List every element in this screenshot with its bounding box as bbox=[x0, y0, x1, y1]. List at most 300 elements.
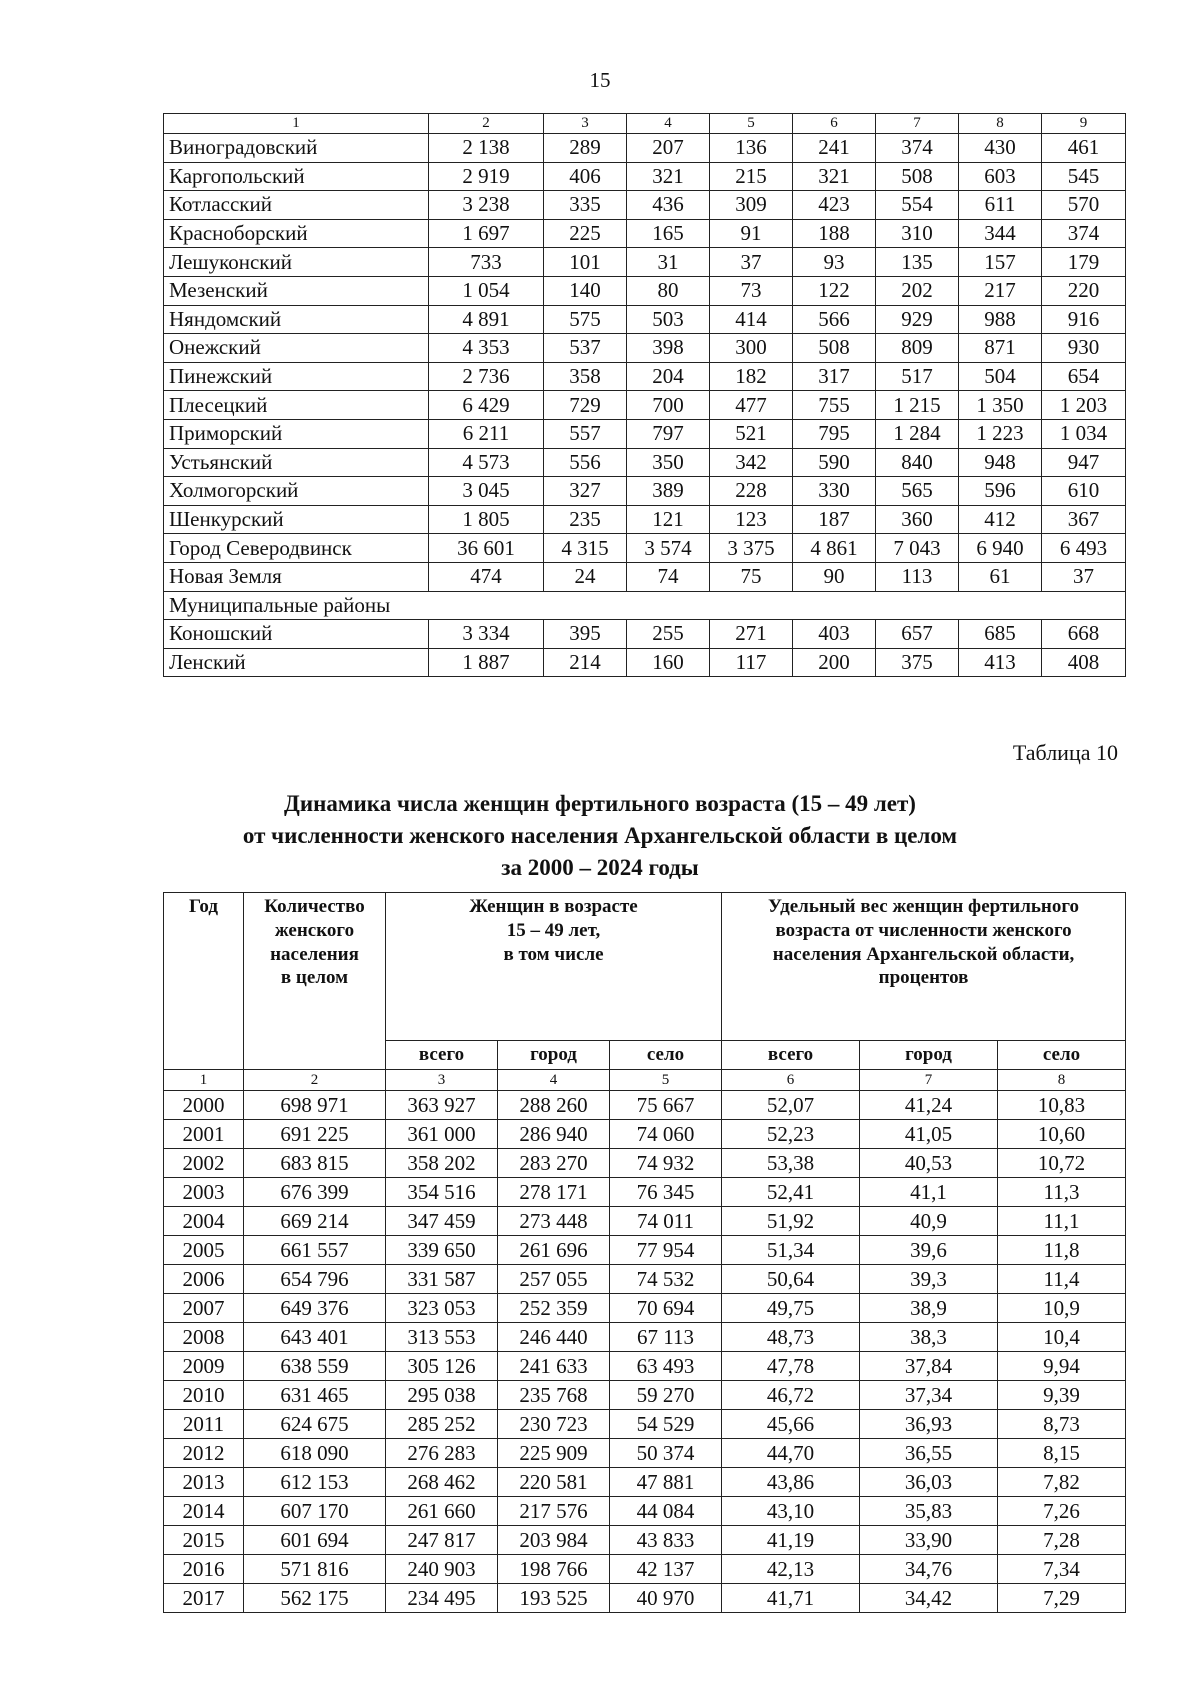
table-cell: 11,8 bbox=[998, 1236, 1126, 1265]
table-cell: 367 bbox=[1042, 505, 1126, 534]
table-cell: 273 448 bbox=[498, 1207, 610, 1236]
district-name: Виноградовский bbox=[164, 134, 429, 163]
table-cell: 430 bbox=[959, 134, 1042, 163]
table-cell: 1 203 bbox=[1042, 391, 1126, 420]
table-row bbox=[164, 477, 1126, 506]
table-cell: 43 833 bbox=[610, 1526, 722, 1555]
column-number: 8 bbox=[998, 1070, 1126, 1091]
table-cell: 612 153 bbox=[244, 1468, 386, 1497]
table-cell: 363 927 bbox=[386, 1091, 498, 1120]
table-row bbox=[164, 562, 1126, 591]
table-cell: 235 bbox=[544, 505, 627, 534]
table-cell: 10,4 bbox=[998, 1323, 1126, 1352]
table-cell: 35,83 bbox=[860, 1497, 998, 1526]
district-name: Ленский bbox=[164, 648, 429, 677]
table-cell: 40,9 bbox=[860, 1207, 998, 1236]
table-cell: 7,28 bbox=[998, 1526, 1126, 1555]
table-cell: 37 bbox=[710, 248, 793, 277]
table-cell: 215 bbox=[710, 162, 793, 191]
table-cell: 74 bbox=[627, 562, 710, 591]
table-cell: 358 202 bbox=[386, 1149, 498, 1178]
table-cell: 562 175 bbox=[244, 1584, 386, 1613]
year-cell: 2008 bbox=[164, 1323, 244, 1352]
table-cell: 283 270 bbox=[498, 1149, 610, 1178]
table-cell: 11,4 bbox=[998, 1265, 1126, 1294]
table-cell: 840 bbox=[876, 448, 959, 477]
table-cell: 1 887 bbox=[429, 648, 544, 677]
table-cell: 2 919 bbox=[429, 162, 544, 191]
table-cell: 570 bbox=[1042, 191, 1126, 220]
table-cell: 39,3 bbox=[860, 1265, 998, 1294]
table-cell: 809 bbox=[876, 334, 959, 363]
table-cell: 545 bbox=[1042, 162, 1126, 191]
table-cell: 361 000 bbox=[386, 1120, 498, 1149]
table-cell: 285 252 bbox=[386, 1410, 498, 1439]
table-cell: 203 984 bbox=[498, 1526, 610, 1555]
district-name: Устьянский bbox=[164, 448, 429, 477]
year-cell: 2002 bbox=[164, 1149, 244, 1178]
table-cell: 90 bbox=[793, 562, 876, 591]
table-cell: 317 bbox=[793, 362, 876, 391]
subheader-share-city: город bbox=[860, 1041, 998, 1070]
table-cell: 34,42 bbox=[860, 1584, 998, 1613]
header-women-15-49: Женщин в возрасте 15 – 49 лет, в том числе bbox=[386, 893, 722, 1041]
table-row bbox=[164, 1178, 1126, 1207]
table-cell: 389 bbox=[627, 477, 710, 506]
table-cell: 406 bbox=[544, 162, 627, 191]
table-cell: 3 238 bbox=[429, 191, 544, 220]
table-row bbox=[164, 620, 1126, 649]
table-cell: 590 bbox=[793, 448, 876, 477]
table-cell: 34,76 bbox=[860, 1555, 998, 1584]
table-cell: 179 bbox=[1042, 248, 1126, 277]
table-row bbox=[164, 1584, 1126, 1613]
subheader-share-rural: село bbox=[998, 1041, 1126, 1070]
table-row bbox=[164, 648, 1126, 677]
table-cell: 6 940 bbox=[959, 534, 1042, 563]
table-cell: 566 bbox=[793, 305, 876, 334]
table-cell: 4 315 bbox=[544, 534, 627, 563]
table-cell: 268 462 bbox=[386, 1468, 498, 1497]
fertile-women-table bbox=[163, 892, 1126, 1613]
column-number: 3 bbox=[386, 1070, 498, 1091]
district-name: Няндомский bbox=[164, 305, 429, 334]
table-cell: 575 bbox=[544, 305, 627, 334]
table-cell: 797 bbox=[627, 419, 710, 448]
table-cell: 607 170 bbox=[244, 1497, 386, 1526]
table-row bbox=[164, 1381, 1126, 1410]
table-cell: 50 374 bbox=[610, 1439, 722, 1468]
table-cell: 136 bbox=[710, 134, 793, 163]
table-row bbox=[164, 1207, 1126, 1236]
table-cell: 38,9 bbox=[860, 1294, 998, 1323]
table-cell: 300 bbox=[710, 334, 793, 363]
column-number: 4 bbox=[627, 114, 710, 134]
table-cell: 225 909 bbox=[498, 1439, 610, 1468]
table-cell: 214 bbox=[544, 648, 627, 677]
table-cell: 354 516 bbox=[386, 1178, 498, 1207]
district-name: Коношский bbox=[164, 620, 429, 649]
table-cell: 11,1 bbox=[998, 1207, 1126, 1236]
table-cell: 9,94 bbox=[998, 1352, 1126, 1381]
header-total-female: Количество женского населения в целом bbox=[244, 893, 386, 1070]
table-cell: 948 bbox=[959, 448, 1042, 477]
table-cell: 217 576 bbox=[498, 1497, 610, 1526]
table-cell: 54 529 bbox=[610, 1410, 722, 1439]
table-cell: 74 932 bbox=[610, 1149, 722, 1178]
table-cell: 321 bbox=[627, 162, 710, 191]
table-cell: 52,23 bbox=[722, 1120, 860, 1149]
table-cell: 930 bbox=[1042, 334, 1126, 363]
fertile-women-table-header bbox=[164, 893, 1126, 1070]
table-cell: 691 225 bbox=[244, 1120, 386, 1149]
table-cell: 414 bbox=[710, 305, 793, 334]
table-row bbox=[164, 1323, 1126, 1352]
table-cell: 729 bbox=[544, 391, 627, 420]
table-row bbox=[164, 162, 1126, 191]
district-name: Город Северодвинск bbox=[164, 534, 429, 563]
table-cell: 733 bbox=[429, 248, 544, 277]
table-cell: 557 bbox=[544, 419, 627, 448]
table-row bbox=[164, 219, 1126, 248]
table-cell: 117 bbox=[710, 648, 793, 677]
table-cell: 618 090 bbox=[244, 1439, 386, 1468]
table-cell: 198 766 bbox=[498, 1555, 610, 1584]
table-cell: 7,26 bbox=[998, 1497, 1126, 1526]
table-row bbox=[164, 448, 1126, 477]
table-cell: 36,55 bbox=[860, 1439, 998, 1468]
table-cell: 7,82 bbox=[998, 1468, 1126, 1497]
table-cell: 44,70 bbox=[722, 1439, 860, 1468]
table-row bbox=[164, 1352, 1126, 1381]
year-cell: 2015 bbox=[164, 1526, 244, 1555]
table-cell: 3 574 bbox=[627, 534, 710, 563]
table-cell: 289 bbox=[544, 134, 627, 163]
table-cell: 91 bbox=[710, 219, 793, 248]
column-number: 5 bbox=[710, 114, 793, 134]
table-cell: 241 633 bbox=[498, 1352, 610, 1381]
table-cell: 220 581 bbox=[498, 1468, 610, 1497]
district-table bbox=[163, 113, 1126, 677]
table-row bbox=[164, 419, 1126, 448]
district-name: Лешуконский bbox=[164, 248, 429, 277]
column-number: 1 bbox=[164, 1070, 244, 1091]
column-number: 8 bbox=[959, 114, 1042, 134]
table-cell: 77 954 bbox=[610, 1236, 722, 1265]
table-cell: 47,78 bbox=[722, 1352, 860, 1381]
table-cell: 10,72 bbox=[998, 1149, 1126, 1178]
table-cell: 1 805 bbox=[429, 505, 544, 534]
table-row bbox=[164, 1497, 1126, 1526]
table-cell: 1 284 bbox=[876, 419, 959, 448]
table-cell: 461 bbox=[1042, 134, 1126, 163]
district-name: Пинежский bbox=[164, 362, 429, 391]
district-name: Котласский bbox=[164, 191, 429, 220]
table-cell: 342 bbox=[710, 448, 793, 477]
table-cell: 676 399 bbox=[244, 1178, 386, 1207]
table-cell: 11,3 bbox=[998, 1178, 1126, 1207]
table-cell: 207 bbox=[627, 134, 710, 163]
table-cell: 37,84 bbox=[860, 1352, 998, 1381]
column-number: 2 bbox=[244, 1070, 386, 1091]
table-cell: 601 694 bbox=[244, 1526, 386, 1555]
table-cell: 3 045 bbox=[429, 477, 544, 506]
table-cell: 571 816 bbox=[244, 1555, 386, 1584]
table-cell: 225 bbox=[544, 219, 627, 248]
table-cell: 408 bbox=[1042, 648, 1126, 677]
table-cell: 395 bbox=[544, 620, 627, 649]
table-cell: 565 bbox=[876, 477, 959, 506]
table-cell: 37,34 bbox=[860, 1381, 998, 1410]
table-row bbox=[164, 1555, 1126, 1584]
table-cell: 2 736 bbox=[429, 362, 544, 391]
table-row bbox=[164, 248, 1126, 277]
table-row bbox=[164, 1091, 1126, 1120]
year-cell: 2012 bbox=[164, 1439, 244, 1468]
table-row bbox=[164, 1294, 1126, 1323]
table-cell: 10,60 bbox=[998, 1120, 1126, 1149]
table-cell: 8,15 bbox=[998, 1439, 1126, 1468]
year-cell: 2010 bbox=[164, 1381, 244, 1410]
table-cell: 624 675 bbox=[244, 1410, 386, 1439]
table-cell: 39,6 bbox=[860, 1236, 998, 1265]
table-cell: 217 bbox=[959, 276, 1042, 305]
table-cell: 123 bbox=[710, 505, 793, 534]
table-cell: 135 bbox=[876, 248, 959, 277]
table-cell: 47 881 bbox=[610, 1468, 722, 1497]
table-cell: 521 bbox=[710, 419, 793, 448]
table-cell: 309 bbox=[710, 191, 793, 220]
table-label: Таблица 10 bbox=[1012, 740, 1118, 765]
table-cell: 330 bbox=[793, 477, 876, 506]
table-cell: 43,86 bbox=[722, 1468, 860, 1497]
table-cell: 321 bbox=[793, 162, 876, 191]
year-cell: 2011 bbox=[164, 1410, 244, 1439]
year-cell: 2003 bbox=[164, 1178, 244, 1207]
table-cell: 52,41 bbox=[722, 1178, 860, 1207]
table-cell: 187 bbox=[793, 505, 876, 534]
table-cell: 74 060 bbox=[610, 1120, 722, 1149]
table-cell: 276 283 bbox=[386, 1439, 498, 1468]
table-row bbox=[164, 1120, 1126, 1149]
table-cell: 36 601 bbox=[429, 534, 544, 563]
table-cell: 649 376 bbox=[244, 1294, 386, 1323]
table-cell: 41,24 bbox=[860, 1091, 998, 1120]
table-title-line: за 2000 – 2024 годы bbox=[501, 855, 699, 880]
section-label: Муниципальные районы bbox=[164, 591, 1126, 620]
table-cell: 508 bbox=[876, 162, 959, 191]
table-title bbox=[0, 788, 1200, 884]
table-row bbox=[164, 534, 1126, 563]
table-cell: 140 bbox=[544, 276, 627, 305]
table-cell: 75 bbox=[710, 562, 793, 591]
table-row bbox=[164, 505, 1126, 534]
table-row bbox=[164, 1439, 1126, 1468]
table-cell: 327 bbox=[544, 477, 627, 506]
table-cell: 73 bbox=[710, 276, 793, 305]
table-cell: 41,05 bbox=[860, 1120, 998, 1149]
subheader-women-rural: село bbox=[610, 1041, 722, 1070]
table-cell: 6 211 bbox=[429, 419, 544, 448]
table-cell: 654 796 bbox=[244, 1265, 386, 1294]
table-cell: 10,9 bbox=[998, 1294, 1126, 1323]
table-cell: 61 bbox=[959, 562, 1042, 591]
table-cell: 556 bbox=[544, 448, 627, 477]
table-cell: 1 223 bbox=[959, 419, 1042, 448]
table-cell: 93 bbox=[793, 248, 876, 277]
table-cell: 41,71 bbox=[722, 1584, 860, 1613]
district-name: Красноборский bbox=[164, 219, 429, 248]
table-cell: 255 bbox=[627, 620, 710, 649]
table-cell: 48,73 bbox=[722, 1323, 860, 1352]
table-cell: 257 055 bbox=[498, 1265, 610, 1294]
table-cell: 228 bbox=[710, 477, 793, 506]
table-cell: 42 137 bbox=[610, 1555, 722, 1584]
table-cell: 59 270 bbox=[610, 1381, 722, 1410]
table-cell: 7,34 bbox=[998, 1555, 1126, 1584]
table-cell: 230 723 bbox=[498, 1410, 610, 1439]
table-cell: 43,10 bbox=[722, 1497, 860, 1526]
table-cell: 339 650 bbox=[386, 1236, 498, 1265]
table-cell: 46,72 bbox=[722, 1381, 860, 1410]
table-cell: 3 334 bbox=[429, 620, 544, 649]
district-name: Шенкурский bbox=[164, 505, 429, 534]
table-cell: 596 bbox=[959, 477, 1042, 506]
year-cell: 2009 bbox=[164, 1352, 244, 1381]
year-cell: 2013 bbox=[164, 1468, 244, 1497]
table-cell: 374 bbox=[1042, 219, 1126, 248]
table-row bbox=[164, 1526, 1126, 1555]
year-cell: 2014 bbox=[164, 1497, 244, 1526]
table-cell: 101 bbox=[544, 248, 627, 277]
table-cell: 654 bbox=[1042, 362, 1126, 391]
table-cell: 53,38 bbox=[722, 1149, 860, 1178]
year-cell: 2001 bbox=[164, 1120, 244, 1149]
table-cell: 503 bbox=[627, 305, 710, 334]
year-cell: 2005 bbox=[164, 1236, 244, 1265]
table-cell: 51,92 bbox=[722, 1207, 860, 1236]
table-cell: 335 bbox=[544, 191, 627, 220]
column-number: 4 bbox=[498, 1070, 610, 1091]
table-cell: 474 bbox=[429, 562, 544, 591]
table-cell: 423 bbox=[793, 191, 876, 220]
table-row bbox=[164, 1236, 1126, 1265]
header-year: Год bbox=[164, 893, 244, 1070]
table-cell: 7 043 bbox=[876, 534, 959, 563]
table-cell: 657 bbox=[876, 620, 959, 649]
table-cell: 67 113 bbox=[610, 1323, 722, 1352]
year-cell: 2016 bbox=[164, 1555, 244, 1584]
table-cell: 234 495 bbox=[386, 1584, 498, 1613]
table-cell: 40 970 bbox=[610, 1584, 722, 1613]
table-cell: 41,1 bbox=[860, 1178, 998, 1207]
table-cell: 504 bbox=[959, 362, 1042, 391]
table-cell: 38,3 bbox=[860, 1323, 998, 1352]
table-cell: 261 660 bbox=[386, 1497, 498, 1526]
table-cell: 537 bbox=[544, 334, 627, 363]
table-cell: 668 bbox=[1042, 620, 1126, 649]
table-cell: 74 011 bbox=[610, 1207, 722, 1236]
table-cell: 41,19 bbox=[722, 1526, 860, 1555]
table-cell: 795 bbox=[793, 419, 876, 448]
table-cell: 477 bbox=[710, 391, 793, 420]
table-row bbox=[164, 1468, 1126, 1497]
table-cell: 160 bbox=[627, 648, 710, 677]
table-cell: 508 bbox=[793, 334, 876, 363]
district-name: Мезенский bbox=[164, 276, 429, 305]
table-cell: 358 bbox=[544, 362, 627, 391]
table-cell: 157 bbox=[959, 248, 1042, 277]
district-name: Онежский bbox=[164, 334, 429, 363]
table-cell: 36,03 bbox=[860, 1468, 998, 1497]
table-row bbox=[164, 305, 1126, 334]
year-cell: 2000 bbox=[164, 1091, 244, 1120]
table-cell: 517 bbox=[876, 362, 959, 391]
district-name: Плесецкий bbox=[164, 391, 429, 420]
column-number: 6 bbox=[793, 114, 876, 134]
table-cell: 3 375 bbox=[710, 534, 793, 563]
table-cell: 331 587 bbox=[386, 1265, 498, 1294]
table-cell: 4 891 bbox=[429, 305, 544, 334]
table-cell: 1 054 bbox=[429, 276, 544, 305]
page-number: 15 bbox=[589, 68, 611, 92]
table-cell: 638 559 bbox=[244, 1352, 386, 1381]
table-cell: 52,07 bbox=[722, 1091, 860, 1120]
table-cell: 413 bbox=[959, 648, 1042, 677]
table-cell: 204 bbox=[627, 362, 710, 391]
table-cell: 347 459 bbox=[386, 1207, 498, 1236]
column-number: 7 bbox=[876, 114, 959, 134]
year-cell: 2017 bbox=[164, 1584, 244, 1613]
table-cell: 947 bbox=[1042, 448, 1126, 477]
table-cell: 436 bbox=[627, 191, 710, 220]
table-cell: 611 bbox=[959, 191, 1042, 220]
table-cell: 188 bbox=[793, 219, 876, 248]
table-cell: 278 171 bbox=[498, 1178, 610, 1207]
table-cell: 4 353 bbox=[429, 334, 544, 363]
table-cell: 202 bbox=[876, 276, 959, 305]
table-cell: 313 553 bbox=[386, 1323, 498, 1352]
table-cell: 360 bbox=[876, 505, 959, 534]
table-cell: 63 493 bbox=[610, 1352, 722, 1381]
table-cell: 669 214 bbox=[244, 1207, 386, 1236]
table-cell: 685 bbox=[959, 620, 1042, 649]
table-row bbox=[164, 276, 1126, 305]
table-cell: 246 440 bbox=[498, 1323, 610, 1352]
table-cell: 9,39 bbox=[998, 1381, 1126, 1410]
column-number: 1 bbox=[164, 114, 429, 134]
table-cell: 916 bbox=[1042, 305, 1126, 334]
district-name: Новая Земля bbox=[164, 562, 429, 591]
table-cell: 235 768 bbox=[498, 1381, 610, 1410]
table-cell: 305 126 bbox=[386, 1352, 498, 1381]
table-cell: 603 bbox=[959, 162, 1042, 191]
table-cell: 661 557 bbox=[244, 1236, 386, 1265]
table-cell: 7,29 bbox=[998, 1584, 1126, 1613]
table-cell: 2 138 bbox=[429, 134, 544, 163]
table-cell: 323 053 bbox=[386, 1294, 498, 1323]
table-cell: 1 034 bbox=[1042, 419, 1126, 448]
table-cell: 51,34 bbox=[722, 1236, 860, 1265]
table-cell: 310 bbox=[876, 219, 959, 248]
table-cell: 755 bbox=[793, 391, 876, 420]
table-cell: 1 697 bbox=[429, 219, 544, 248]
table-cell: 871 bbox=[959, 334, 1042, 363]
table-cell: 40,53 bbox=[860, 1149, 998, 1178]
table-cell: 10,83 bbox=[998, 1091, 1126, 1120]
header-share: Удельный вес женщин фертильного возраста от численности женского населения Архангельской области, процентов bbox=[722, 893, 1126, 1041]
table-cell: 252 359 bbox=[498, 1294, 610, 1323]
